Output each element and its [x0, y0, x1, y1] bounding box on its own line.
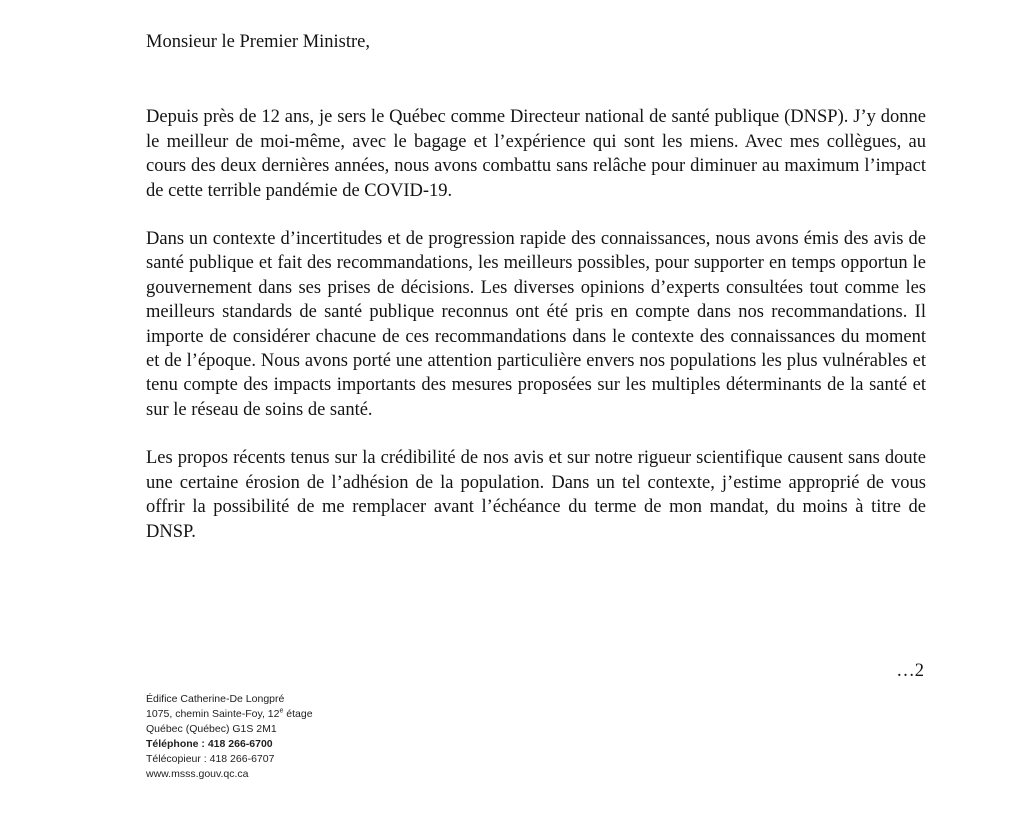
footer-city: Québec (Québec) G1S 2M1 [146, 723, 277, 735]
paragraph-2: Dans un contexte d’incertitudes et de progression rapide des connaissances, nous avons émis des avis de santé publique et fait des recommandations, les meilleurs possibles, pour supporter en temps opportun le gouvernement dans ses prises de décisions. Les diverses opinions d’experts consultées tout comme les meilleurs standards de santé publique reconnus ont été pris en compte dans nos recommandations. Il importe de considérer chacune de ces recommandations dans le contexte des connaissances du moment et de l’époque. Nous avons porté une attention particulière envers nos populations les plus vulnérables et tenu compte des impacts importants des mesures proposées sur les multiples déterminants de la santé et sur le réseau de soins de santé. [146, 229, 926, 420]
footer-website: www.msss.gouv.qc.ca [146, 768, 249, 780]
footer-street-text: 1075, chemin Sainte-Foy, 12 [146, 708, 280, 720]
footer-building: Édifice Catherine-De Longpré [146, 693, 285, 705]
page-continuation: …2 [896, 661, 924, 681]
paragraph-1: Depuis près de 12 ans, je sers le Québec comme Directeur national de santé publique (DNSP). J’y donne le meilleur de moi-même, avec le bagage et l’expérience qui sont les miens. Avec mes collègues, au cours des deux dernières années, nous avons combattu sans relâche pour diminuer au maximum l’impact de cette terrible pandémie de COVID-19. [146, 107, 926, 201]
footer-street [146, 707, 313, 722]
footer-phone: Téléphone : 418 266-6700 [146, 738, 273, 750]
paragraph-3: Les propos récents tenus sur la crédibilité de nos avis et sur notre rigueur scientifique causent sans doute une certaine érosion de l’adhésion de la population. Dans un tel contexte, j’estime approprié de vous offrir la possibilité de me remplacer avant l’échéance du terme de mon mandat, du moins à titre de DNSP. [146, 448, 926, 542]
footer-street-sup: e [279, 707, 284, 715]
letter-body [146, 30, 926, 544]
salutation: Monsieur le Premier Ministre, [146, 32, 371, 52]
footer-fax: Télécopieur : 418 266-6707 [146, 753, 275, 765]
footer-address-block [146, 692, 313, 782]
footer-street-suffix: étage [283, 708, 313, 720]
